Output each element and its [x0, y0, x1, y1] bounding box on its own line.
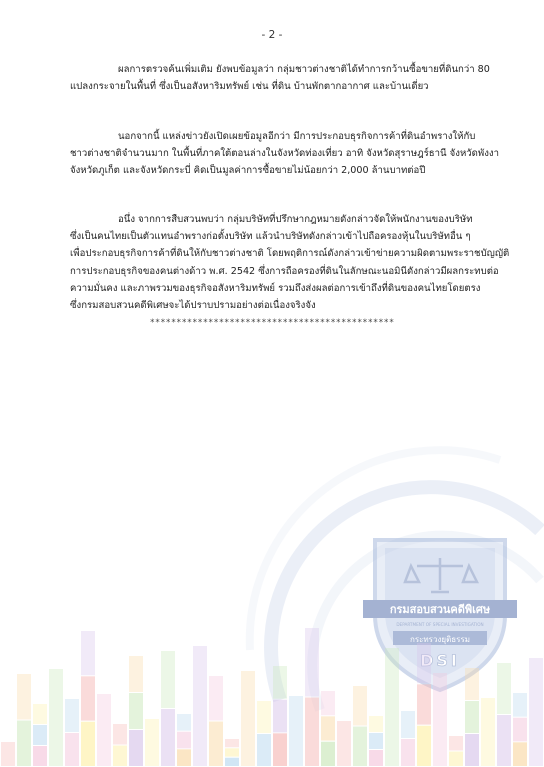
decorative-bar — [433, 673, 447, 766]
decorative-color-bars — [0, 577, 544, 767]
paragraph-line: ผลการตรวจค้นเพิ่มเติม ยังพบข้อมูลว่า กลุ่มชาวต่างชาติได้ทำการกว้านซื้อขายที่ดินกว่า 80 — [118, 64, 490, 75]
decorative-bar — [129, 656, 143, 692]
decorative-bar — [449, 736, 463, 751]
decorative-bar — [465, 668, 479, 700]
decorative-bar — [177, 732, 191, 749]
emblem-org-name-en: DEPARTMENT OF SPECIAL INVESTIGATION — [396, 622, 484, 627]
paragraph-line: ซึ่งกรมสอบสวนคดีพิเศษจะได้ปราบปรามอย่างต่อเนื่องจริงจัง — [70, 299, 316, 311]
decorative-bar — [273, 700, 287, 733]
decorative-bar — [33, 704, 47, 724]
paragraph-line: อนึ่ง จากการสืบสวนพบว่า กลุ่มบริษัทที่ปรึกษากฎหมายดังกล่าวจัดให้พนักงานของบริษัท — [118, 214, 473, 225]
decorative-bar — [369, 716, 383, 732]
decorative-bar — [97, 694, 111, 766]
paragraph-line: ชาวต่างชาติจำนวนมาก ในพื้นที่ภาคใต้ตอนล่างในจังหวัดท่องเที่ยว อาทิ จังหวัดสุราษฎร์ธานี จังหวัดพังงา — [70, 148, 499, 160]
decorative-bar — [177, 749, 191, 766]
emblem-sub-text: กระทรวงยุติธรรม — [409, 635, 471, 644]
decorative-bar — [33, 725, 47, 745]
paragraph-line: ซึ่งเป็นคนไทยเป็นตัวแทนอำพรางก่อตั้งบริษัท แล้วนำบริษัทดังกล่าวเข้าไปถือครองหุ้นในบริษัทอื่น ๆ — [70, 231, 471, 243]
paragraph-line: แปลงกระจายในพื้นที่ ซึ่งเป็นอสังหาริมทรัพย์ เช่น ที่ดิน บ้านพักตากอากาศ และบ้านเดี่ยว — [70, 81, 429, 93]
decorative-bar — [401, 711, 415, 738]
decorative-bar — [177, 714, 191, 731]
decorative-bar — [209, 722, 223, 767]
decorative-bar — [497, 715, 511, 766]
decorative-bar — [241, 671, 255, 766]
decorative-bar — [209, 676, 223, 721]
decorative-bar — [305, 628, 319, 697]
paragraph-line: ความมั่นคง และภาพรวมของธุรกิจอสังหาริมทรัพย์ รวมถึงส่งผลต่อการเข้าถึงที่ดินของคนไทยโดยตรง — [70, 282, 481, 294]
decorative-bar — [369, 733, 383, 749]
decorative-bar — [321, 691, 335, 715]
decorative-bar — [273, 666, 287, 699]
decorative-bar — [161, 709, 175, 766]
decorative-bar — [225, 758, 239, 766]
decorative-bar — [497, 663, 511, 714]
decorative-bar — [81, 676, 95, 720]
decorative-bar — [161, 651, 175, 708]
decorative-bar — [369, 750, 383, 766]
decorative-bar — [65, 733, 79, 766]
paragraph-2 — [70, 128, 499, 180]
decorative-bar — [257, 701, 271, 733]
decorative-bar — [353, 686, 367, 726]
paragraph-line: เพื่อประกอบธุรกิจการค้าที่ดินให้กับชาวต่างชาติ โดยพฤติการณ์ดังกล่าวเข้าข่ายความผิดตามพระราชบัญญัติ — [70, 248, 510, 260]
decorative-bar — [337, 721, 351, 766]
decorative-bar — [385, 648, 399, 766]
decorative-bar — [513, 718, 527, 742]
decorative-bar — [145, 719, 159, 766]
decorative-bar — [465, 701, 479, 733]
decorative-bar — [417, 726, 431, 766]
paragraph-3 — [70, 211, 510, 314]
decorative-bar — [417, 684, 431, 724]
decorative-bar — [513, 742, 527, 766]
decorative-bar — [465, 734, 479, 766]
decorative-bar — [321, 716, 335, 740]
decorative-bar — [65, 699, 79, 732]
decorative-bar — [305, 698, 319, 767]
decorative-bar — [129, 730, 143, 766]
decorative-bar — [417, 643, 431, 683]
separator-stars: ********************************************** — [149, 318, 395, 328]
decorative-bar — [17, 721, 31, 767]
decorative-bar — [129, 693, 143, 729]
decorative-bar — [529, 658, 543, 766]
decorative-bar — [49, 669, 63, 766]
decorative-bar — [113, 746, 127, 767]
page-number: - 2 - — [261, 29, 283, 41]
decorative-bar — [401, 739, 415, 766]
decorative-bar — [81, 631, 95, 675]
emblem-acronym: DSI — [420, 651, 460, 670]
decorative-bar — [193, 646, 207, 766]
decorative-bar — [289, 696, 303, 766]
decorative-bar — [17, 674, 31, 720]
decorative-bar — [513, 693, 527, 717]
decorative-bar — [481, 698, 495, 766]
paragraph-line: การประกอบธุรกิจของคนต่างด้าว พ.ศ. 2542 ซึ่งการถือครองที่ดินในลักษณะนอมินีดังกล่าวมีผลกระทบต่อ — [70, 265, 499, 277]
paragraph-line: จังหวัดภูเก็ต และจังหวัดกระบี่ คิดเป็นมูลค่าการซื้อขายไม่น้อยกว่า 2,000 ล้านบาทต่อปี — [70, 165, 426, 177]
decorative-bar — [1, 742, 15, 766]
decorative-bar — [225, 739, 239, 747]
emblem-org-name: กรมสอบสวนคดีพิเศษ — [389, 603, 491, 616]
decorative-bar — [33, 746, 47, 766]
decorative-bar — [321, 742, 335, 766]
decorative-bar — [257, 734, 271, 766]
decorative-bar — [113, 724, 127, 745]
decorative-bar — [225, 748, 239, 756]
decorative-bar — [273, 733, 287, 766]
paragraph-line: นอกจากนี้ แหล่งข่าวยังเปิดเผยข้อมูลอีกว่า มีการประกอบธุรกิจการค้าที่ดินอำพรางให้กับ — [118, 131, 476, 142]
paragraph-1 — [70, 61, 488, 95]
decorative-bar — [81, 722, 95, 766]
decorative-bar — [449, 752, 463, 767]
decorative-bar — [353, 727, 367, 767]
